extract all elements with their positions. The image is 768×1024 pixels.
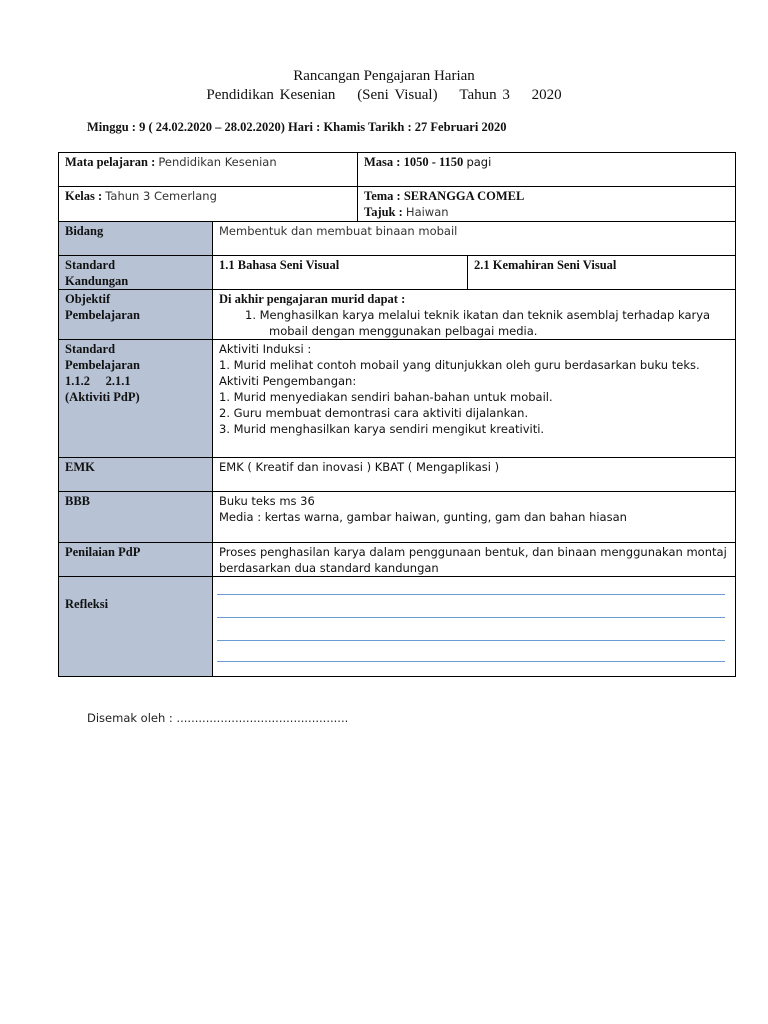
standard-kandungan-1: 1.1 Bahasa Seni Visual (213, 256, 468, 290)
row-bbb (59, 492, 736, 543)
tema-value: SERANGGA COMEL (403, 189, 525, 203)
masa-label: Masa : (364, 155, 401, 169)
penilaian-label: Penilaian PdP (59, 543, 213, 577)
objektif-label-line-2: Pembelajaran (65, 308, 140, 322)
objektif-value (213, 290, 736, 340)
cell-masa (358, 153, 736, 187)
tajuk-value: Haiwan (405, 205, 449, 219)
bbb-line-2: Media : kertas warna, gambar haiwan, gunting, gam dan bahan hiasan (219, 510, 627, 524)
row-kelas (59, 187, 736, 222)
masa-suffix: pagi (466, 155, 492, 169)
year: Tahun 3 (459, 87, 510, 103)
refleksi-line (217, 661, 725, 662)
row-penilaian (59, 543, 736, 577)
row-emk (59, 458, 736, 492)
objektif-label-line-1: Objektif (65, 292, 111, 306)
subject-sub: (Seni Visual) (357, 87, 438, 103)
row-standard-pembelajaran (59, 340, 736, 458)
aktiviti-line: 3. Murid menghasilkan karya sendiri mengikut kreativiti. (219, 422, 545, 436)
emk-value: EMK ( Kreatif dan inovasi ) KBAT ( Mengaplikasi ) (213, 458, 736, 492)
row-objektif (59, 290, 736, 340)
penilaian-value: Proses penghasilan karya dalam penggunaan bentuk, dan binaan menggunakan montaj berdasarkan dua standard kandungan (213, 543, 736, 577)
cell-kelas (59, 187, 358, 222)
document-subtitle (0, 87, 768, 104)
aktiviti-line: 2. Guru membuat demontrasi cara aktiviti dijalankan. (219, 406, 529, 420)
tema-label: Tema : (364, 189, 401, 203)
bbb-label: BBB (59, 492, 213, 543)
aktiviti-line: 1. Murid melihat contoh mobail yang ditunjukkan oleh guru berdasarkan buku teks. (219, 358, 700, 372)
mata-pelajaran-value: Pendidikan Kesenian (158, 155, 277, 169)
sk-label-line-1: Standard (65, 258, 116, 272)
school-year: 2020 (531, 87, 562, 103)
refleksi-lines[interactable] (213, 577, 736, 677)
standard-kandungan-2: 2.1 Kemahiran Seni Visual (468, 256, 736, 290)
sk-label-line-2: Kandungan (65, 274, 129, 288)
bbb-value (213, 492, 736, 543)
objektif-intro: Di akhir pengajaran murid dapat : (219, 292, 406, 306)
subject: Pendidikan Kesenian (206, 87, 336, 103)
aktiviti-list (213, 340, 736, 458)
objektif-item: 1. Menghasilkan karya melalui teknik ikatan dan teknik asemblaj terhadap karya mobail dengan menggunakan pelbagai media. (245, 308, 711, 338)
row-refleksi (59, 577, 736, 677)
bidang-label: Bidang (59, 222, 213, 256)
sp-label-line-1: Standard (65, 342, 116, 356)
lesson-plan-table (58, 152, 736, 677)
standard-kandungan-label (59, 256, 213, 290)
tajuk-label: Tajuk : (364, 205, 403, 219)
refleksi-label: Refleksi (59, 577, 213, 677)
kelas-label: Kelas : (65, 189, 103, 203)
week-line: Minggu : 9 ( 24.02.2020 – 28.02.2020) Hari : Khamis Tarikh : 27 Februari 2020 (87, 120, 507, 134)
aktiviti-line: Aktiviti Induksi : (219, 342, 312, 356)
sp-label-line-4: (Aktiviti PdP) (65, 390, 140, 404)
row-mata-pelajaran (59, 153, 736, 187)
sp-label-line-3: 1.1.2 2.1.1 (65, 374, 131, 388)
masa-value: 1050 - 1150 (403, 155, 464, 169)
bidang-value: Membentuk dan membuat binaan mobail (213, 222, 736, 256)
aktiviti-line: 1. Murid menyediakan sendiri bahan-bahan untuk mobail. (219, 390, 553, 404)
objektif-label (59, 290, 213, 340)
sp-label-line-2: Pembelajaran (65, 358, 140, 372)
kelas-value: Tahun 3 Cemerlang (105, 189, 217, 203)
mata-pelajaran-label: Mata pelajaran : (65, 155, 156, 169)
document-title: Rancangan Pengajaran Harian (293, 68, 475, 84)
emk-label: EMK (59, 458, 213, 492)
aktiviti-line: Aktiviti Pengembangan: (219, 374, 357, 388)
disemak-oleh: Disemak oleh : ............................................... (87, 711, 349, 725)
standard-pembelajaran-label (59, 340, 213, 458)
bbb-line-1: Buku teks ms 36 (219, 494, 315, 508)
cell-tema (358, 187, 736, 222)
row-standard-kandungan (59, 256, 736, 290)
row-bidang (59, 222, 736, 256)
cell-mata-pelajaran (59, 153, 358, 187)
